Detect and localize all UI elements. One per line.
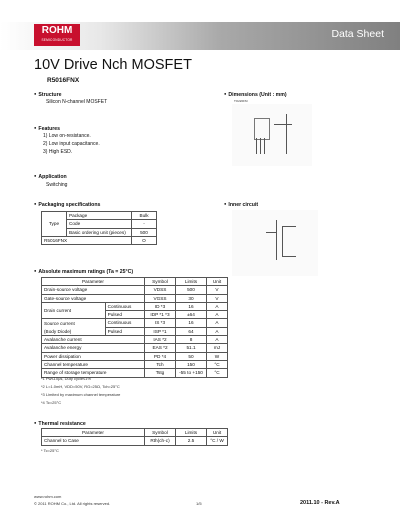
inner-circuit-drawing — [232, 210, 318, 276]
packaging-table — [41, 211, 157, 245]
table-cell: 500 — [176, 286, 207, 294]
table-cell: °C — [207, 360, 228, 368]
table-header: Unit — [207, 278, 228, 286]
table-cell: 150 — [176, 360, 207, 368]
rohm-logo — [34, 24, 80, 46]
table-cell: IDP *1 *3 — [145, 311, 176, 319]
table-cell: Pulsed — [105, 311, 144, 319]
application-heading: ● Application — [34, 173, 67, 180]
table-header: Unit — [207, 429, 228, 437]
packaging-cell: Basic ordering unit (pieces) — [67, 228, 132, 236]
table-cell: ±64 — [176, 311, 207, 319]
table-cell: Range of storage temperature — [42, 369, 145, 377]
table-cell: (Body Diode) — [42, 327, 106, 335]
table-cell: Gate-source voltage — [42, 294, 145, 302]
table-cell: Continuous — [105, 302, 144, 310]
application-text: Switching — [46, 182, 68, 188]
logo-text: ROHM — [41, 25, 73, 36]
abs-max-table — [41, 277, 228, 378]
table-cell: 8 — [176, 336, 207, 344]
packaging-cell: - — [132, 220, 157, 228]
package-label: TO220FM — [234, 99, 248, 103]
table-header: Symbol — [145, 429, 176, 437]
footer-site: www.rohm.com — [34, 494, 62, 499]
table-cell: A — [207, 311, 228, 319]
logo-sub: SEMICONDUCTOR — [41, 38, 73, 42]
table-cell: Avalanche current — [42, 336, 145, 344]
packaging-cell: Code — [67, 220, 132, 228]
features-heading: ● Features — [34, 125, 60, 132]
table-cell: V — [207, 286, 228, 294]
part-number: R5016FNX — [47, 77, 80, 84]
table-cell: Tstg — [145, 369, 176, 377]
table-cell: Drain current — [42, 302, 106, 319]
table-cell: A — [207, 336, 228, 344]
abs-max-heading: ● Absolute maximum ratings (Ta = 25°C) — [34, 268, 133, 275]
table-cell: IAS *2 — [145, 336, 176, 344]
table-cell: Tch — [145, 360, 176, 368]
feature-item: 2) Low input capacitance. — [43, 141, 100, 147]
page-title: 10V Drive Nch MOSFET — [34, 57, 192, 73]
table-cell: Power dissipation — [42, 352, 145, 360]
data-sheet-badge: Data Sheet — [331, 28, 384, 40]
table-cell: V — [207, 294, 228, 302]
table-cell: Drain-source voltage — [42, 286, 145, 294]
table-cell: 16 — [176, 319, 207, 327]
table-cell: Continuous — [105, 319, 144, 327]
feature-item: 3) High ESD. — [43, 149, 73, 155]
table-cell: Pulsed — [105, 327, 144, 335]
table-cell: Avalanche energy — [42, 344, 145, 352]
table-cell: mJ — [207, 344, 228, 352]
table-header: Parameter — [42, 429, 145, 437]
table-cell: VGSS — [145, 294, 176, 302]
table-cell: 2.5 — [176, 437, 207, 445]
packaging-part-value: O — [132, 236, 157, 244]
footer-copyright: © 2011 ROHM Co., Ltd. All rights reserved. — [34, 501, 111, 506]
packaging-cell: Package — [67, 212, 132, 220]
table-cell: 64 — [176, 327, 207, 335]
page-number: 1/5 — [196, 501, 202, 506]
table-cell: 16 — [176, 302, 207, 310]
table-cell: Rth(ch-c) — [145, 437, 176, 445]
table-cell: 30 — [176, 294, 207, 302]
abs-max-note: *2 L=1.0mH, VDD=50V, RG=25Ω, Tch=25°C — [41, 384, 120, 389]
packaging-cell: Bulk — [132, 212, 157, 220]
table-cell: Channel to Case — [42, 437, 145, 445]
abs-max-note: *3 Limited by maximum channel temperature — [41, 392, 121, 397]
revision-date: 2011.10 - Rev.A — [300, 500, 340, 506]
table-cell: 50 — [176, 352, 207, 360]
table-cell: -55 to +150 — [176, 369, 207, 377]
table-cell: °C / W — [207, 437, 228, 445]
table-cell: ISP *1 — [145, 327, 176, 335]
structure-text: Silicon N-channel MOSFET — [46, 99, 108, 105]
packaging-cell: 500 — [132, 228, 157, 236]
table-cell: °C — [207, 369, 228, 377]
table-header: Limits — [176, 278, 207, 286]
dimensions-heading: ● Dimensions (Unit : mm) — [224, 91, 287, 98]
table-header: Parameter — [42, 278, 145, 286]
table-cell: Source current — [42, 319, 106, 327]
abs-max-note: *1 Pw≤10μs, Duty cycle≤1% — [41, 376, 92, 381]
packaging-part: R5016FNX — [42, 236, 132, 244]
inner-circuit-heading: ● Inner circuit — [224, 201, 258, 208]
type-label: Type — [42, 212, 67, 237]
table-cell: W — [207, 352, 228, 360]
table-cell: A — [207, 319, 228, 327]
abs-max-note: *4 Tc=25°C — [41, 400, 62, 405]
thermal-heading: ● Thermal resistance — [34, 420, 86, 427]
table-cell: VDSS — [145, 286, 176, 294]
table-cell: A — [207, 327, 228, 335]
packaging-heading: ● Packaging specifications — [34, 201, 100, 208]
table-cell: IS *3 — [145, 319, 176, 327]
table-cell: 51.1 — [176, 344, 207, 352]
feature-item: 1) Low on-resistance. — [43, 133, 91, 139]
table-cell: PD *4 — [145, 352, 176, 360]
structure-heading: ● Structure — [34, 91, 61, 98]
thermal-table — [41, 428, 228, 446]
table-header: Symbol — [145, 278, 176, 286]
table-cell: ID *3 — [145, 302, 176, 310]
table-cell: A — [207, 302, 228, 310]
table-cell: Channel temperature — [42, 360, 145, 368]
thermal-note: * Tc=25°C — [41, 448, 59, 453]
dimensions-drawing — [232, 104, 312, 166]
table-cell: EAS *2 — [145, 344, 176, 352]
table-header: Limits — [176, 429, 207, 437]
